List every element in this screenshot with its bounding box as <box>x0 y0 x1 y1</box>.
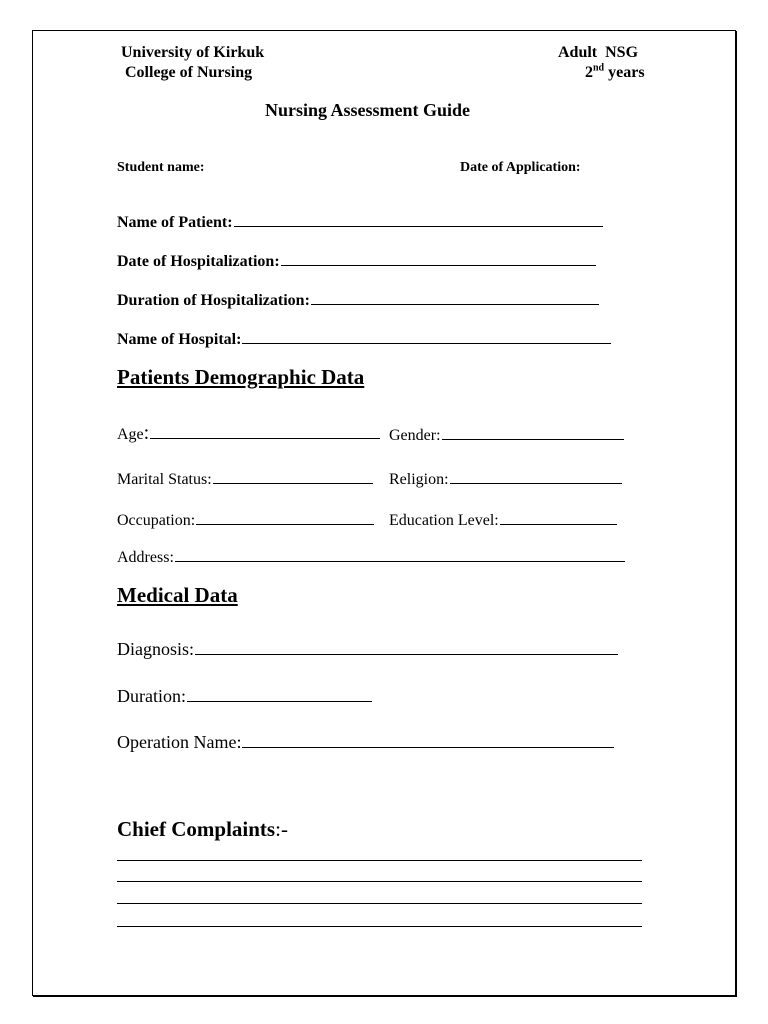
demographic-heading: Patients Demographic Data <box>117 365 365 389</box>
chief-complaints-heading: Chief Complaints:- <box>117 817 288 841</box>
hospital-name-field[interactable]: Name of Hospital: <box>117 327 611 349</box>
gender-line <box>442 423 624 440</box>
university-name: University of Kirkuk <box>121 44 265 61</box>
college-name: College of Nursing <box>125 64 253 81</box>
diagnosis-line <box>195 636 618 655</box>
operation-name-field[interactable]: Operation Name: <box>117 729 614 753</box>
diagnosis-field[interactable]: Diagnosis: <box>117 636 618 660</box>
patient-name-line <box>234 210 603 227</box>
duration-field[interactable]: Duration: <box>117 683 372 707</box>
duration-line <box>187 683 372 702</box>
complaint-line[interactable] <box>117 881 642 882</box>
age-line <box>150 422 380 439</box>
complaint-line[interactable] <box>117 860 642 861</box>
medical-heading: Medical Data <box>117 583 238 607</box>
page-title: Nursing Assessment Guide <box>265 100 471 120</box>
operation-name-line <box>242 729 614 748</box>
hospital-name-line <box>242 327 611 344</box>
hospitalization-date-field[interactable]: Date of Hospitalization: <box>117 249 596 271</box>
student-name-label: Student name: <box>117 160 205 175</box>
patient-name-field[interactable]: Name of Patient: <box>117 210 603 232</box>
marital-status-field[interactable]: Marital Status: <box>117 467 373 489</box>
gender-field[interactable]: Gender: <box>389 423 624 445</box>
course-name: Adult NSG <box>558 44 639 61</box>
religion-line <box>450 467 622 484</box>
age-field[interactable]: Age: <box>117 422 380 445</box>
marital-status-line <box>213 467 373 484</box>
occupation-field[interactable]: Occupation: <box>117 508 374 530</box>
education-level-line <box>500 508 617 525</box>
date-of-application-label: Date of Application: <box>460 160 581 175</box>
complaint-line[interactable] <box>117 903 642 904</box>
hospitalization-date-line <box>281 249 596 266</box>
year-label: 2nd years <box>585 62 645 81</box>
address-field[interactable]: Address: <box>117 545 625 567</box>
complaint-line[interactable] <box>117 926 642 927</box>
hospitalization-duration-field[interactable]: Duration of Hospitalization: <box>117 288 599 310</box>
address-line <box>175 545 625 562</box>
hospitalization-duration-line <box>311 288 599 305</box>
religion-field[interactable]: Religion: <box>389 467 622 489</box>
education-level-field[interactable]: Education Level: <box>389 508 617 530</box>
occupation-line <box>196 508 374 525</box>
